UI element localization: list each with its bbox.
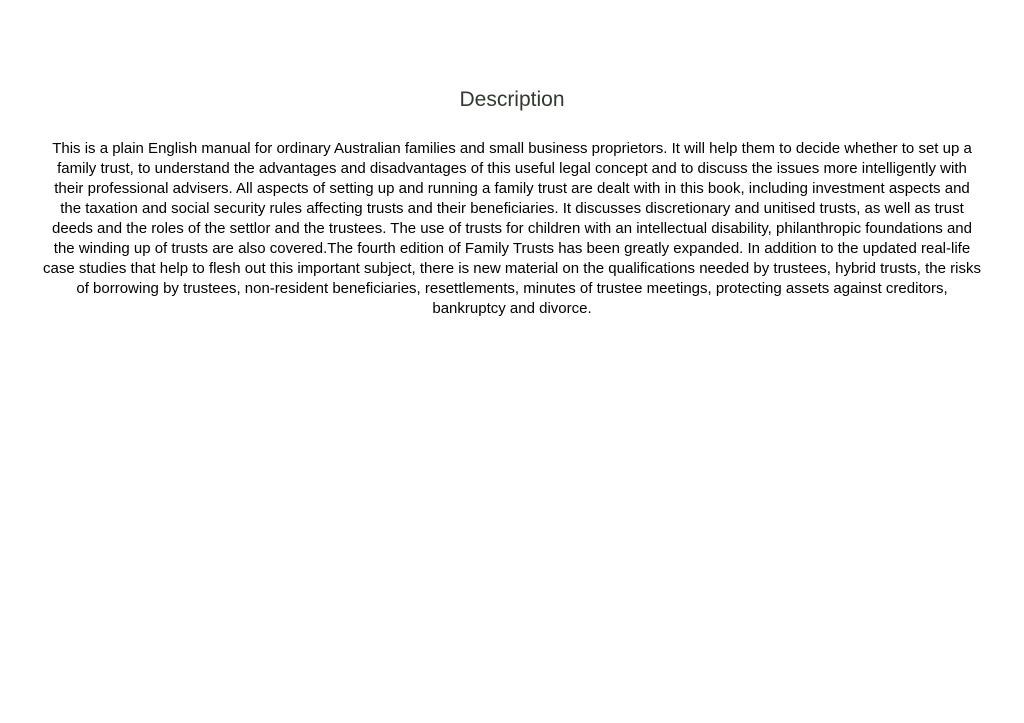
page-title: Description [459, 88, 565, 111]
description-paragraph: This is a plain English manual for ordinary Australian families and small business proprietors. It will help them to decide whether to set up a family trust, to understand the advantages and disadvantages of this useful legal concept and to discuss the issues more intelligently with their professional advisers. All aspects of setting up and running a family trust are dealt with in this book, including investment aspects and the taxation and social security rules affecting trusts and their beneficiaries. It discusses discretionary and unitised trusts, as well as trust deeds and the roles of the settlor and the trustees. The use of trusts for children with an intellectual disability, philanthropic foundations and the winding up of trusts are also covered.The fourth edition of Family Trusts has been greatly expanded. In addition to the updated real-life case studies that help to flesh out this important subject, there is new material on the qualifications needed by trustees, hybrid trusts, the risks of borrowing by trustees, non-resident beneficiaries, resettlements, minutes of trustee meetings, protecting assets against creditors, bankruptcy and divorce. [43, 140, 981, 317]
